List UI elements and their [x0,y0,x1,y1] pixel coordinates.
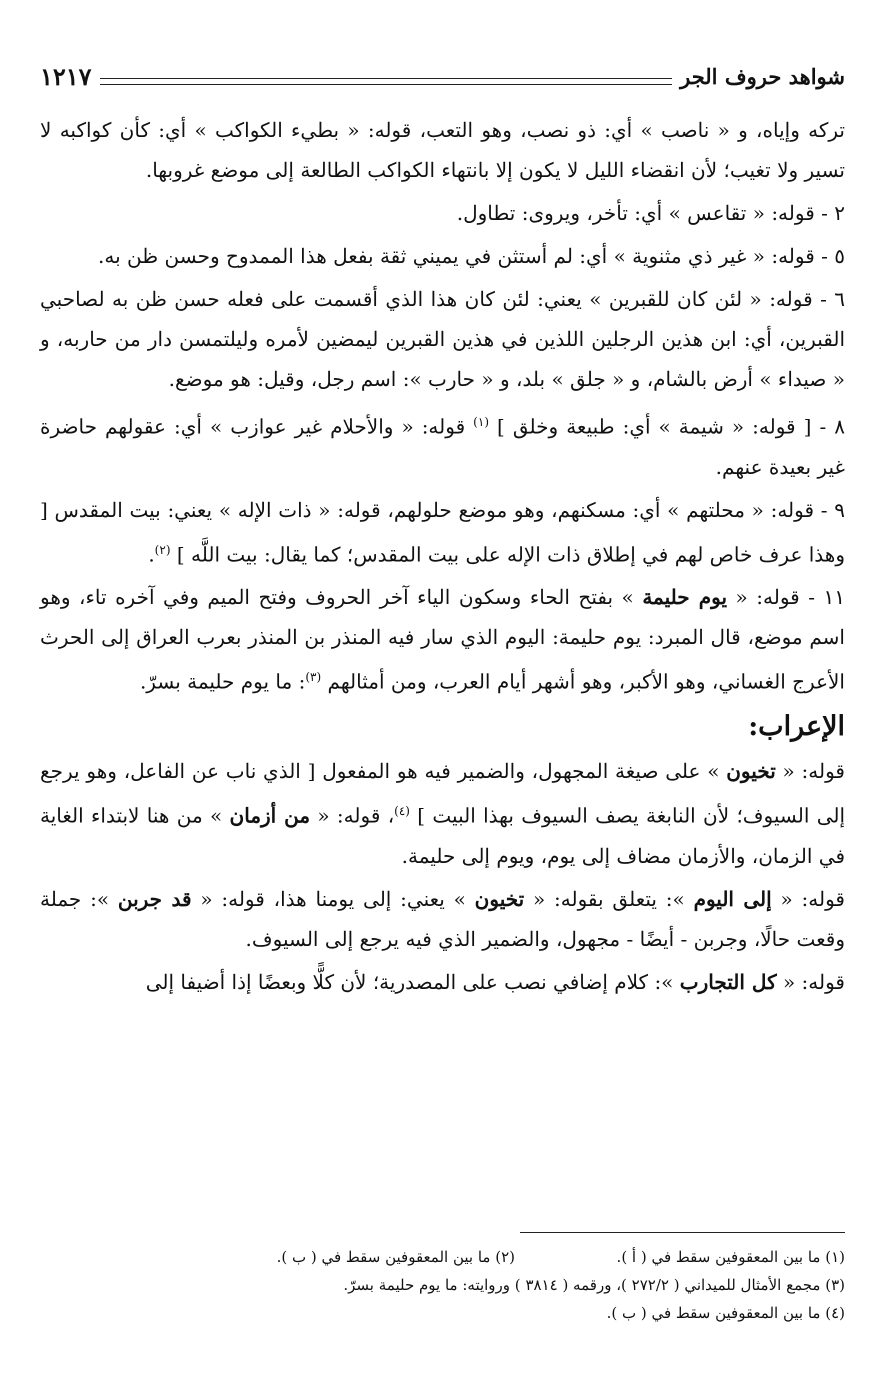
paragraph-irab-1 [40,751,845,876]
irab1-b: » على صيغة المجهول، والضمير فيه هو المفعول [ الذي ناب عن الفاعل، وهو يرجع إلى السيوف؛ لأن النابغة يصف السيوف بهذا البيت ] [40,758,846,828]
running-header [40,58,845,94]
book-page [40,58,845,1005]
note-11-prefix: ١١ - قوله: « [727,585,846,610]
footnote-2: (٢) ما بين المعقوفين سقط في ( ب ). [276,1248,515,1266]
paragraph-note-8 [40,402,845,487]
irab3-term-1: كل التجارب [679,969,777,994]
footnote-ref-4: (٤) [394,803,410,818]
note-8-start: ٨ - [ قوله: « شيمة » أي: طبيعة وخلق ] [497,414,845,439]
irab-heading: الإعراب: [748,710,845,742]
paragraph-irab-2 [40,879,845,959]
irab1-d: » من هنا لابتداء الغاية في الزمان، والأزمان مضاف إلى يوم، ويوم إلى حليمة. [40,803,845,868]
header-rule [100,78,673,85]
paragraph-note-11 [40,577,845,702]
irab2-b: »: يتعلق بقوله: « [524,886,694,911]
footnotes [40,1232,845,1327]
irab1-term-1: تخيون [726,758,776,783]
paragraph-note-9 [40,490,845,575]
note-9-end: . [148,542,155,567]
irab1-term-2: من أزمان [229,803,311,828]
footnote-1: (١) ما بين المعقوفين سقط في ( أ ). [616,1248,845,1266]
irab2-term-2: تخيون [474,886,525,911]
running-title: شواهد حروف الجر [680,63,845,89]
note-11-end: : ما يوم حليمة بسرّ. [139,669,306,694]
page-number: ١٢١٧ [40,61,92,91]
irab1-c: ، قوله: « [310,803,395,828]
paragraph-note-5: ٥ - قوله: « غير ذي مثنوية » أي: لم أستثن في يميني ثقة بفعل هذا الممدوح وحسن ظن به. [98,244,845,268]
irab2-term-3: قد جربن [117,886,192,911]
note-8-end: قوله: « والأحلام غير عوازب » أي: عقولهم حاضرة غير بعيدة عنهم. [40,414,845,479]
irab2-c: » يعني: إلى يومنا هذا، قوله: « [191,886,475,911]
irab3-a: قوله: « [776,969,845,994]
term-yawm-halima: يوم حليمة [642,585,728,610]
irab2-term-1: إلى اليوم [693,886,772,911]
footnote-3: (٣) مجمع الأمثال للميداني ( ٢٧٢/٢ )، ورقمه ( ٣٨١٤ ) وروايته: ما يوم حليمة بسرّ. [343,1276,845,1294]
irab3-b: »: كلام إضافي نصب على المصدرية؛ لأن كلًّا وبعضًا إذا أضيفا إلى [145,969,680,994]
footnote-ref-1: (١) [473,415,489,429]
irab2-d: »: جملة وقعت حالًا، وجربن - أيضًا - مجهول، والضمير الذي فيه يرجع إلى السيوف. [40,886,845,951]
main-text [40,110,845,1002]
irab2-a: قوله: « [771,886,845,911]
paragraph-irab-3 [40,962,845,1002]
paragraph-note-6: ٦ - قوله: « لئن كان للقبرين » يعني: لئن كان هذا الذي أقسمت على فعله حسن ظن به لصاحبي القبرين، أي: ابن هذين الرجلين اللذين في هذين القبرين ليمضين لأمره وليلتمسن دار من حاربه، و « صيداء » أرض بالشام، و « جلق » بلد، و « حارب »: اسم رجل، وقيل: هو موضع. [40,287,845,391]
footnote-rule [520,1232,845,1233]
note-9-text: ٩ - قوله: « محلتهم » أي: مسكنهم، وهو موضع حلولهم، قوله: « ذات الإله » يعني: بيت المقدس [ وهذا عرف خاص لهم في إطلاق ذات الإله على بيت المقدس؛ كما يقال: بيت اللَّه ] [40,497,845,567]
paragraph-intro: تركه وإياه، و « ناصب » أي: ذو نصب، وهو التعب، قوله: « بطيء الكواكب » أي: كأن كواكبه لا تسير ولا تغيب؛ لأن انقضاء الليل لا يكون إلا بانتهاء الكواكب الطالعة إلى موضع غروبها. [40,118,845,182]
note-11-middle: » بفتح الحاء وسكون الياء آخر الحروف وفتح الميم وفي آخره تاء، وهو اسم موضع، قال المبرد: يوم حليمة: اليوم الذي سار فيه المنذر بن المنذر بعرب العراق إلى الحرث الأعرج الغساني، وهو الأكبر، وهو أشهر أيام العرب، ومن أمثالهم [40,585,845,694]
irab1-a: قوله: « [775,758,845,783]
footnote-ref-3: (٣) [305,670,322,685]
footnote-row-1 [40,1243,845,1271]
footnote-4: (٤) ما بين المعقوفين سقط في ( ب ). [606,1304,845,1322]
paragraph-note-2: ٢ - قوله: « تقاعس » أي: تأخر، ويروى: تطاول. [456,201,845,225]
footnote-ref-2: (٢) [154,542,171,557]
